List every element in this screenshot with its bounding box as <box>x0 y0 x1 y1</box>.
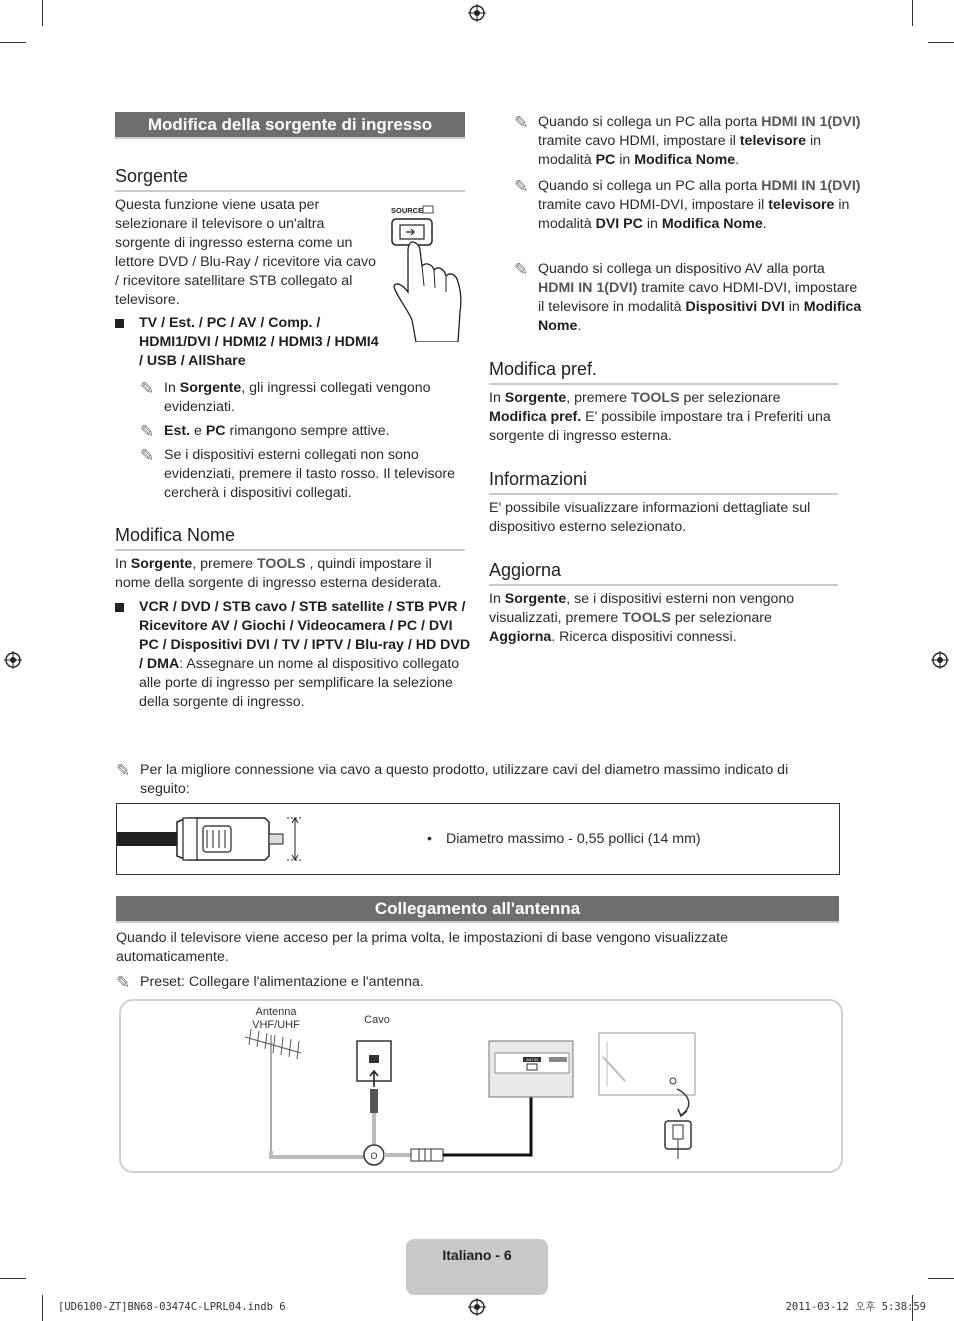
modifica-nome-text: In Sorgente, premere TOOLS , quindi impostare il nome della sorgente di ingresso esterna desiderata. <box>115 556 442 591</box>
note-hdmi-pc: ✎ Quando si collega un PC alla porta HDMI IN 1(DVI) tramite cavo HDMI, impostare il televisore in modalità PC in Modifica Nome. <box>514 113 861 168</box>
note-hdmi-dvi-av: ✎ Quando si collega un dispositivo AV alla porta HDMI IN 1(DVI) tramite cavo HDMI-DVI, impostare il televisore in modalità Dispositivi DVI in Modifica Nome. <box>514 260 862 334</box>
sorgente-intro: Questa funzione viene usata per selezionare il televisore o un'altra sorgente di ingresso esterna come un lettore DVD / Blu-Ray / ricevitore via cavo / ricevitore satellitare STB collegato al televisore. <box>115 197 376 308</box>
note-pencil-icon: ✎ <box>116 973 131 992</box>
heading-modifica-pref: Modifica pref. <box>489 358 838 385</box>
footer-timestamp: 2011-03-12 오후 5:38:59 <box>785 1301 926 1313</box>
note-sorgente-3: ✎ Se i dispositivi esterni collegati non sono evidenziati, premere il tasto rosso. Il televisore cercherà i dispositivi collegati. <box>140 446 455 501</box>
heading-aggiorna: Aggiorna <box>489 559 838 586</box>
note-pencil-icon: ✎ <box>514 113 529 132</box>
registration-mark-icon <box>931 651 949 669</box>
antenna-connection-illustration <box>121 1001 841 1171</box>
source-button-label: SOURCE <box>391 206 424 215</box>
modifica-pref-text: In Sorgente, premere TOOLS per selezionare Modifica pref. E' possibile impostare tra i Preferiti una sorgente di ingresso esterna. <box>489 390 831 444</box>
footer-file-info: [UD6100-ZT]BN68-03474C-LPRL04.indb 6 <box>58 1301 286 1313</box>
note-sorgente-1: ✎ In Sorgente, gli ingressi collegati vengono evidenziati. <box>140 379 431 415</box>
connector-label: O <box>370 1151 378 1161</box>
cable-diameter-box <box>116 803 840 875</box>
note-pencil-icon: ✎ <box>514 177 529 196</box>
port-label: ANT IN <box>526 1058 538 1062</box>
device-name-list: VCR / DVD / STB cavo / STB satellite / STB PVR / Ricevitore AV / Giochi / Videocamera / PC / DVI PC / Dispositivi DVI / TV / IPTV / Blu-ray / HD DVD / DMA: Assegnare un nome al dispositivo collegato alle porte di ingresso per semplificare la selezione della sorgente di ingresso. <box>115 598 473 712</box>
label-antenna: Antenna VHF/UHF <box>252 1006 300 1031</box>
heading-sorgente: Sorgente <box>115 165 465 192</box>
page-label: Italiano - 6 <box>442 1247 512 1263</box>
label-cavo: Cavo <box>364 1014 390 1026</box>
note-pencil-icon: ✎ <box>514 260 529 279</box>
source-button-illustration <box>388 202 464 342</box>
note-pencil-icon: ✎ <box>116 761 131 780</box>
section-title-input-source: Modifica della sorgente di ingresso <box>115 112 465 139</box>
heading-informazioni: Informazioni <box>489 468 838 495</box>
informazioni-text: E' possibile visualizzare informazioni dettagliate sul dispositivo esterno selezionato. <box>489 500 811 535</box>
note-pencil-icon: ✎ <box>140 446 155 465</box>
heading-modifica-nome: Modifica Nome <box>115 524 465 551</box>
note-pencil-icon: ✎ <box>140 379 155 398</box>
note-pencil-icon: ✎ <box>140 422 155 441</box>
antenna-diagram <box>119 999 843 1173</box>
note-cable-diameter: ✎ Per la migliore connessione via cavo a questo prodotto, utilizzare cavi del diametro massimo indicato di seguito: <box>116 761 789 797</box>
source-list: TV / Est. / PC / AV / Comp. / HDMI1/DVI / HDMI2 / HDMI3 / HDMI4 / USB / AllShare <box>115 314 384 371</box>
note-sorgente-2: ✎ Est. e PC rimangono sempre attive. <box>140 422 390 441</box>
note-preset: ✎ Preset: Collegare l'alimentazione e l'antenna. <box>116 973 424 992</box>
aggiorna-text: In Sorgente, se i dispositivi esterni non vengono visualizzati, premere TOOLS per selezionare Aggiorna. Ricerca dispositivi connessi. <box>489 591 795 645</box>
cable-plug-illustration <box>117 804 307 874</box>
cable-spec: • Diametro massimo - 0,55 pollici (14 mm) <box>427 831 701 847</box>
registration-mark-icon <box>468 1298 486 1316</box>
antenna-intro: Quando il televisore viene acceso per la prima volta, le impostazioni di base vengono visualizzate automaticamente. <box>116 930 728 965</box>
note-hdmi-dvi-pc: ✎ Quando si collega un PC alla porta HDMI IN 1(DVI) tramite cavo HDMI-DVI, impostare il televisore in modalità DVI PC in Modifica Nome. <box>514 177 861 232</box>
page-number-tab <box>406 1239 548 1295</box>
section-title-antenna: Collegamento all'antenna <box>116 896 839 923</box>
registration-mark-icon <box>4 651 22 669</box>
registration-mark-icon <box>468 4 486 22</box>
